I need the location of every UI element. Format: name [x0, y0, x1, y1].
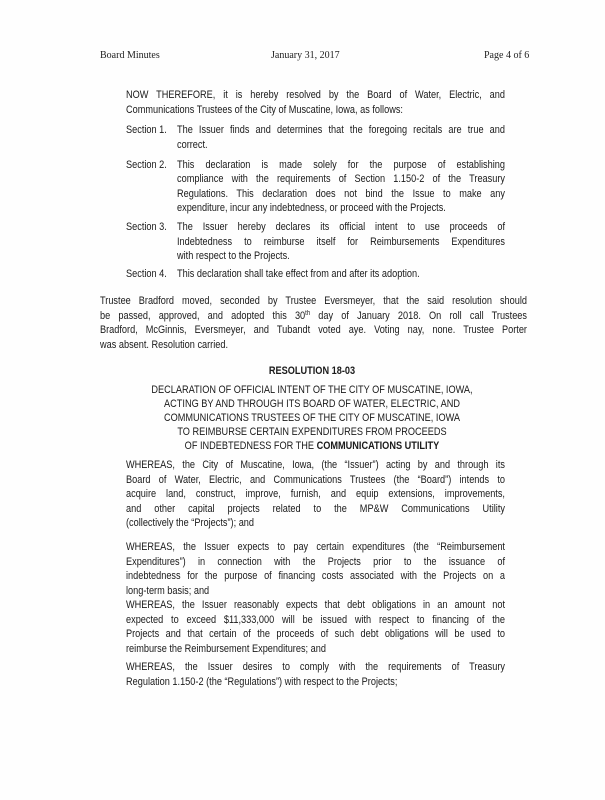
section-label: Section 1.: [126, 124, 167, 136]
text-line: [177, 220, 505, 234]
header-title: Board Minutes: [100, 50, 160, 61]
text-line: [126, 613, 505, 627]
text-segment: WHEREAS, the Issuer desires to comply with the requirements of Treasury: [126, 661, 505, 673]
text-segment: COMMUNICATIONS TRUSTEES OF THE CITY OF MUSCATINE, IOWA: [163, 412, 461, 424]
text-line: [132, 383, 492, 397]
text-line: [126, 555, 505, 569]
text-line: [132, 397, 492, 411]
text-segment: The Issuer finds and determines that the foregoing recitals are true and: [177, 124, 505, 136]
text-line: [126, 502, 505, 516]
superscript: th: [305, 309, 311, 317]
text-segment: The Issuer hereby declares its official intent to use proceeds of: [177, 221, 505, 233]
text-segment: Projects and that certain of the proceeds of such debt obligations will be used to: [126, 628, 505, 640]
text-segment: Communications Trustees of the City of Muscatine, Iowa, as follows:: [126, 103, 403, 116]
text-line: [177, 187, 505, 201]
text-segment: Board of Water, Electric, and Communications Trustees (the “Board”) intends to: [126, 473, 505, 486]
text-segment: indebtedness for the purpose of financing costs associated with the Projects on a: [126, 570, 505, 582]
text-line: [177, 235, 505, 249]
text-line: [126, 458, 505, 472]
text-segment: correct.: [177, 138, 208, 151]
bold-text: RESOLUTION 18-03: [268, 365, 356, 377]
text-line: [177, 138, 505, 152]
text-line: [126, 473, 505, 487]
text-segment: be passed, approved, and adopted this 30: [100, 309, 306, 322]
text-segment: WHEREAS, the City of Muscatine, Iowa, (the “Issuer”) acting by and through its: [126, 459, 505, 471]
section-label: Section 2.: [126, 159, 167, 171]
text-line: [132, 439, 492, 453]
text-line: [177, 172, 505, 186]
text-segment: and other capital projects related to the MP&W Communications Utility: [126, 502, 505, 515]
text-segment: Trustee Bradford moved, seconded by Trustee Eversmeyer, that the said resolution should: [100, 295, 527, 307]
text-segment: NOW THEREFORE, it is hereby resolved by the Board of Water, Electric, and: [126, 89, 505, 101]
text-line: [100, 294, 527, 308]
section-label: Section 3.: [126, 221, 167, 233]
text-segment: acquire land, construct, improve, furnish, and equip extensions, improvements,: [126, 488, 505, 500]
text-line: [126, 88, 505, 102]
text-segment: TO REIMBURSE CERTAIN EXPENDITURES FROM PROCEEDS: [177, 426, 447, 438]
text-line: [177, 158, 505, 172]
text-line: [100, 323, 527, 337]
text-line: [126, 103, 505, 117]
header-page-number: Page 4 of 6: [484, 50, 530, 61]
text-line: [126, 540, 505, 554]
text-segment: Expenditures”) in connection with the Projects prior to the issuance of: [126, 555, 505, 568]
text-line: [100, 309, 527, 323]
text-line: [126, 627, 505, 641]
text-segment: Indebtedness to reimburse itself for Reimbursements Expenditures: [177, 235, 505, 248]
text-line: [126, 516, 505, 530]
bold-text: COMMUNICATIONS UTILITY: [316, 440, 440, 452]
text-line: [132, 425, 492, 439]
text-line: [100, 338, 527, 352]
text-segment: compliance with the requirements of Section 1.150-2 of the Treasury: [177, 173, 505, 186]
text-line: [126, 675, 505, 689]
text-line: [132, 364, 492, 378]
text-segment: This declaration shall take effect from and after its adoption.: [177, 268, 420, 280]
text-segment: long-term basis; and: [126, 584, 210, 597]
text-line: [126, 584, 505, 598]
text-segment: expenditure, incur any indebtedness, or proceed with the Projects.: [177, 201, 446, 214]
text-line: [132, 411, 492, 425]
section-label: Section 4.: [126, 268, 167, 280]
text-segment: WHEREAS, the Issuer reasonably expects that debt obligations in an amount not: [126, 599, 505, 611]
text-segment: (collectively the “Projects”); and: [126, 517, 255, 529]
text-segment: expected to exceed $11,333,000 will be issued with respect to financing of the: [126, 613, 505, 626]
text-segment: ACTING BY AND THROUGH ITS BOARD OF WATER, ELECTRIC, AND: [164, 398, 460, 410]
text-line: [126, 598, 505, 612]
text-line: [126, 660, 505, 674]
header-date: January 31, 2017: [271, 50, 340, 61]
text-line: [126, 642, 505, 656]
text-segment: DECLARATION OF OFFICIAL INTENT OF THE CITY OF MUSCATINE, IOWA,: [151, 384, 473, 396]
text-line: [126, 487, 505, 501]
text-line: [177, 123, 505, 137]
text-line: [177, 267, 505, 281]
text-line: [126, 569, 505, 583]
text-line: [177, 201, 505, 215]
text-segment: day of January 2018. On roll call Trustees: [310, 309, 528, 322]
text-segment: WHEREAS, the Issuer expects to pay certain expenditures (the “Reimbursement: [126, 541, 505, 553]
text-line: [177, 249, 505, 263]
text-segment: Regulation 1.150-2 (the “Regulations”) with respect to the Projects;: [126, 675, 398, 688]
text-segment: with respect to the Projects.: [177, 250, 290, 262]
text-segment: was absent. Resolution carried.: [100, 338, 229, 351]
text-segment: This declaration is made solely for the purpose of establishing: [177, 159, 505, 171]
text-segment: Bradford, McGinnis, Eversmeyer, and Tubandt voted aye. Voting nay, none. Trustee Porter: [100, 324, 527, 336]
text-segment: OF INDEBTEDNESS FOR THE: [184, 440, 317, 452]
text-segment: Regulations. This declaration does not bind the Issue to make any: [177, 187, 505, 200]
text-segment: reimburse the Reimbursement Expenditures; and: [126, 642, 326, 655]
